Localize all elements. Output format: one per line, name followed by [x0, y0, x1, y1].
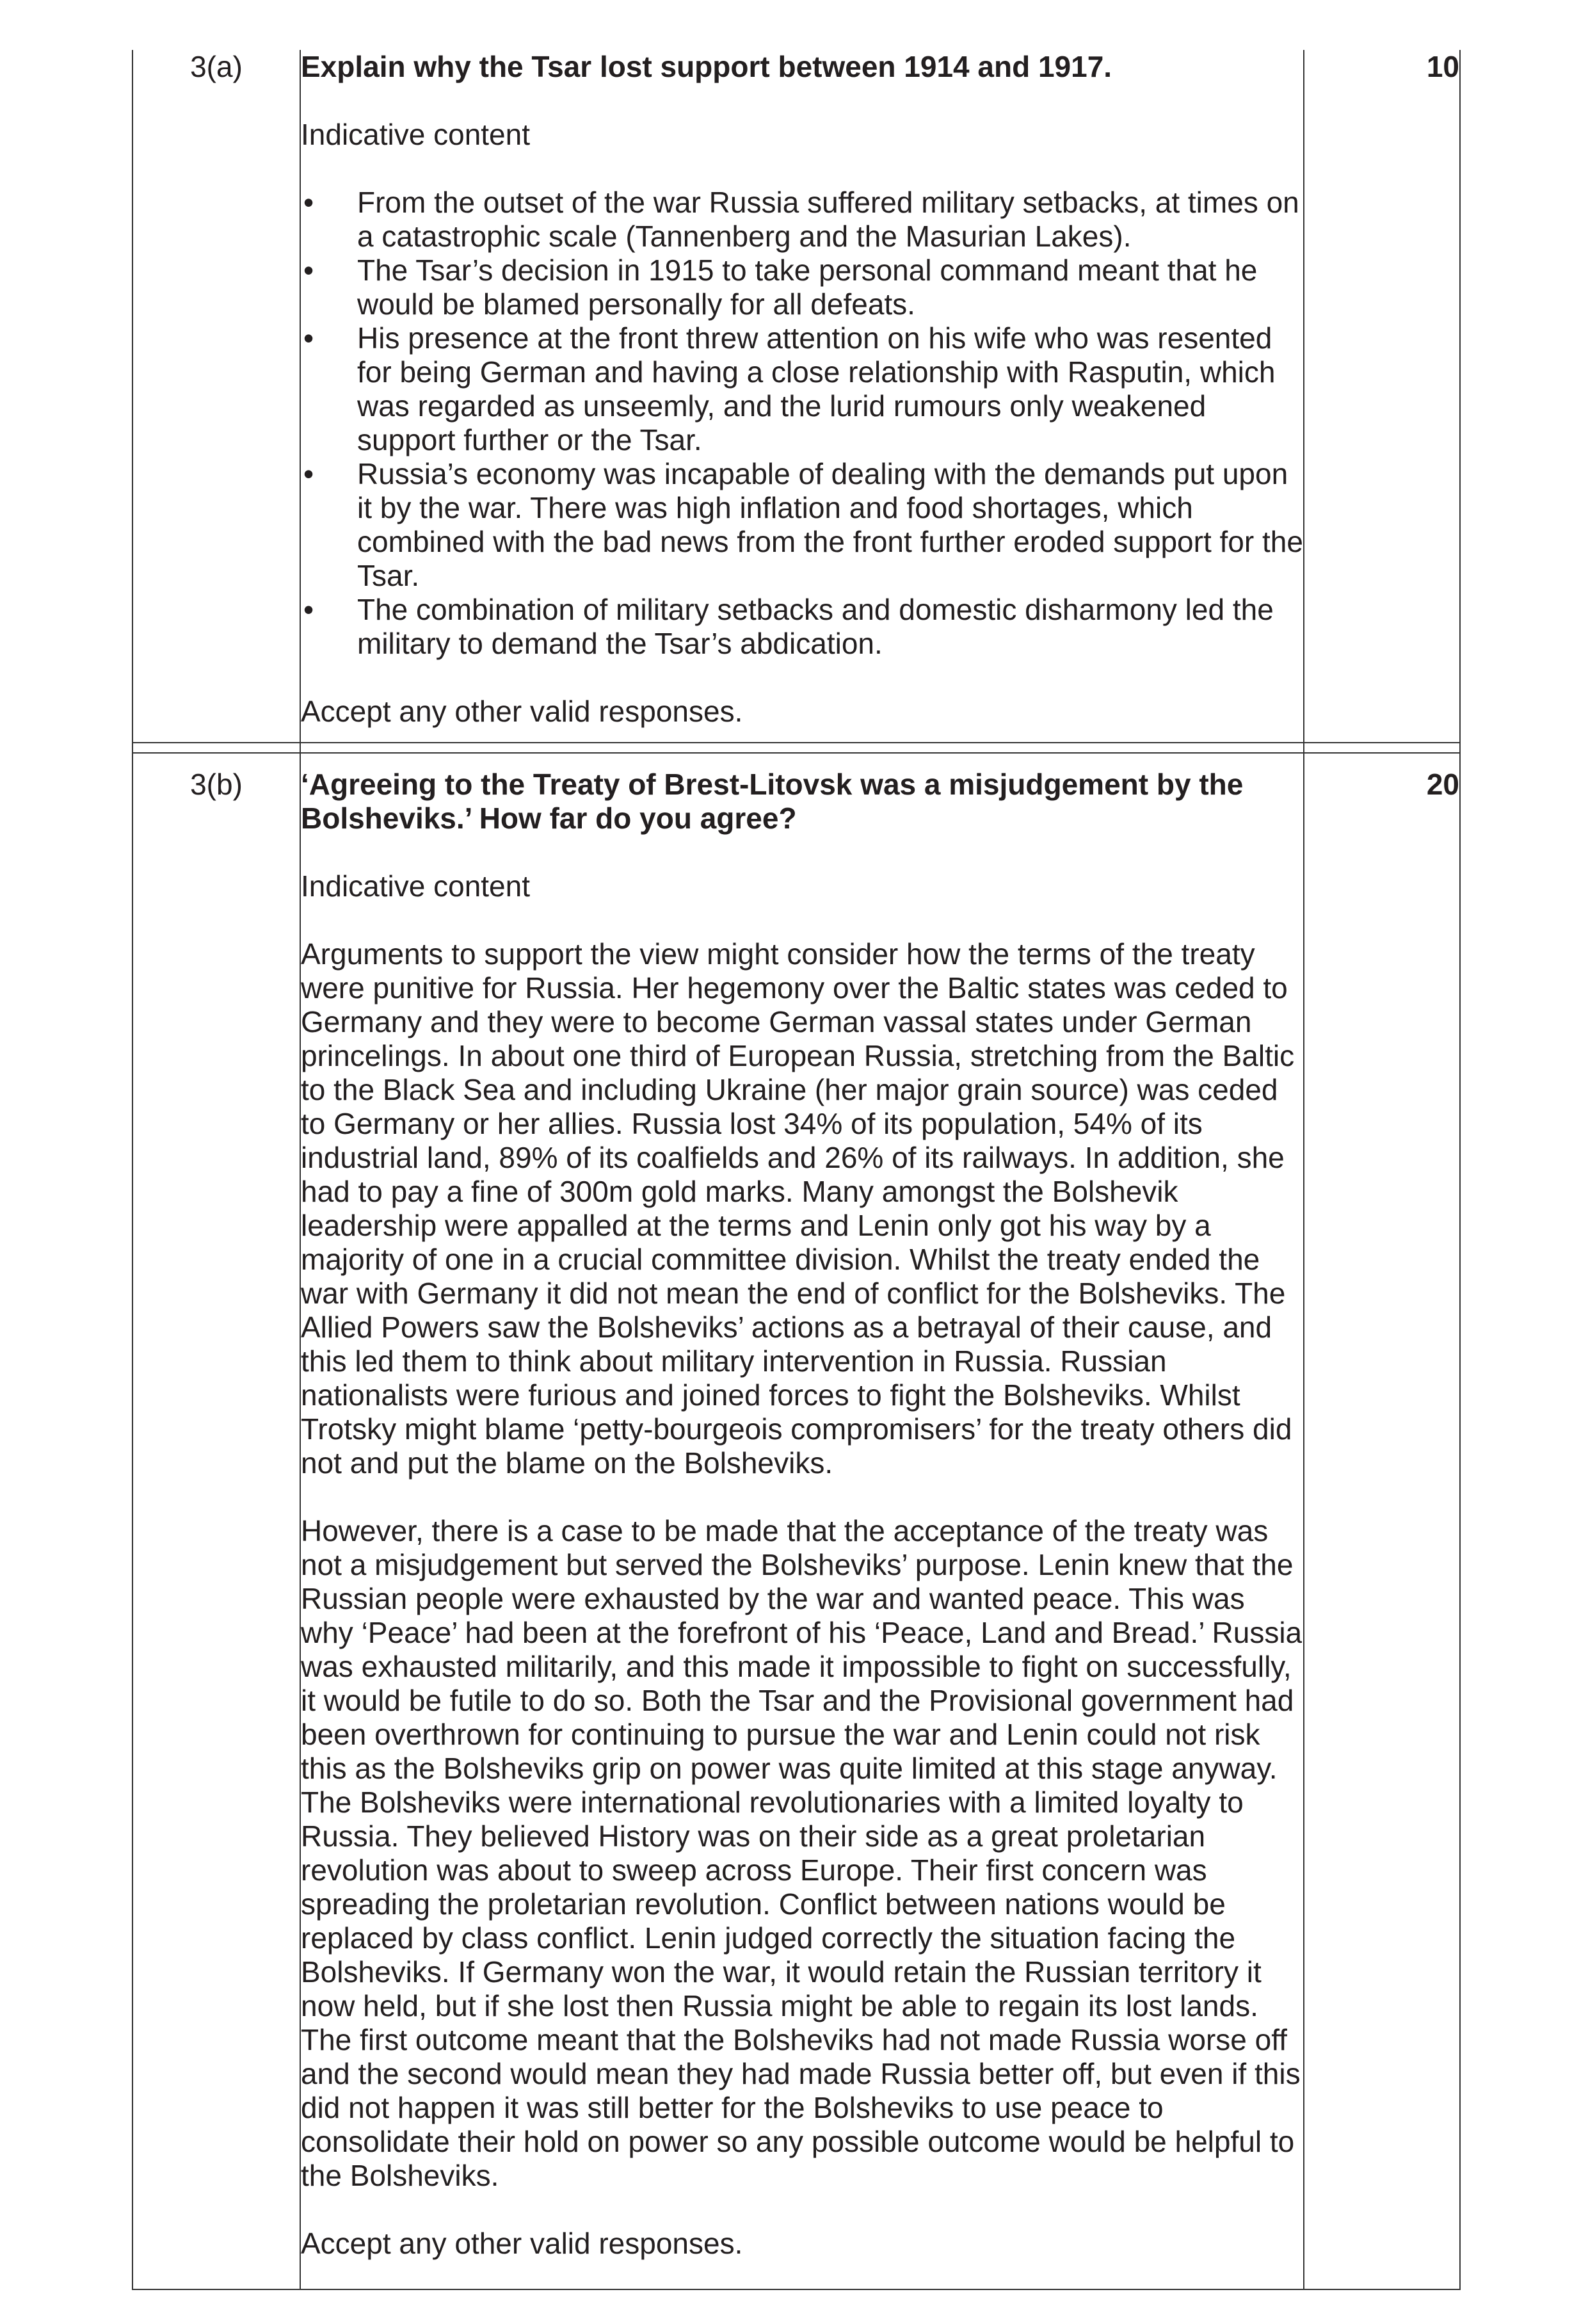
indicative-content-label: Indicative content — [301, 118, 531, 151]
bullet-icon: • — [303, 254, 314, 287]
closing-note: Accept any other valid responses. — [301, 695, 743, 728]
marks-value: 20 — [1304, 753, 1460, 2289]
row-divider — [132, 743, 1460, 753]
closing-note: Accept any other valid responses. — [301, 2227, 743, 2260]
question-number: 3(a) — [132, 50, 300, 743]
mark-scheme-table — [132, 50, 1461, 2290]
list-item-text: The Tsar’s decision in 1915 to take personal command meant that he would be blamed personally for all defeats. — [357, 254, 1258, 321]
list-item — [301, 254, 1303, 321]
answer-cell — [300, 753, 1304, 2289]
list-item — [301, 321, 1303, 457]
divider-cell — [300, 743, 1304, 753]
divider-cell — [132, 743, 300, 753]
argument-paragraph-support: Arguments to support the view might consider how the terms of the treaty were punitive for Russia. Her hegemony over the Baltic states was ceded to Germany and they were to become German vassal states under German princelings. In about one third of European Russia, stretching from the Baltic to the Black Sea and including Ukraine (her major grain source) was ceded to Germany or her allies. Russia lost 34% of its population, 54% of its industrial land, 89% of its coalfields and 26% of its railways. In addition, she had to pay a fine of 300m gold marks. Many amongst the Bolshevik leadership were appalled at the terms and Lenin only got his way by a majority of one in a crucial committee division. Whilst the treaty ended the war with Germany it did not mean the end of conflict for the Bolsheviks. The Allied Powers saw the Bolsheviks’ actions as a betrayal of their cause, and this led them to think about military intervention in Russia. Russian nationalists were furious and joined forces to fight the Bolsheviks. Whilst Trotsky might blame ‘petty-bourgeois compromisers’ for the treaty others did not and put the blame on the Bolsheviks. — [301, 937, 1295, 1480]
list-item-text: Russia’s economy was incapable of dealing with the demands put upon it by the war. There was high inflation and food shortages, which combined with the bad news from the front further eroded support for the Tsar. — [357, 457, 1303, 592]
bullet-icon: • — [303, 321, 314, 355]
list-item-text: The combination of military setbacks and domestic disharmony led the military to demand the Tsar’s abdication. — [357, 593, 1274, 660]
question-row-3a — [132, 50, 1460, 743]
list-item — [301, 186, 1303, 254]
argument-paragraph-counter: However, there is a case to be made that the acceptance of the treaty was not a misjudgement but served the Bolsheviks’ purpose. Lenin knew that the Russian people were exhausted by the war and wanted peace. This was why ‘Peace’ had been at the forefront of his ‘Peace, Land and Bread.’ Russia was exhausted militarily, and this made it impossible to fight on successfully, it would be futile to do so. Both the Tsar and the Provisional government had been overthrown for continuing to pursue the war and Lenin could not risk this as the Bolsheviks grip on power was quite limited at this stage anyway. The Bolsheviks were international revolutionaries with a limited loyalty to Russia. They believed History was on their side as a great proletarian revolution was about to sweep across Europe. Their first concern was spreading the proletarian revolution. Conflict between nations would be replaced by class conflict. Lenin judged correctly the situation facing the Bolsheviks. If Germany won the war, it would retain the Russian territory it now held, but if she lost then Russia might be able to regain its lost lands. The first outcome meant that the Bolsheviks had not made Russia worse off and the second would mean they had made Russia better off, but even if this did not happen it was still better for the Bolsheviks to use peace to consolidate their hold on power so any possible outcome would be helpful to the Bolsheviks. — [301, 1514, 1303, 2192]
question-text: ‘Agreeing to the Treaty of Brest-Litovsk was a misjudgement by the Bolsheviks.’ How far do you agree? — [301, 768, 1244, 835]
bullet-icon: • — [303, 186, 314, 219]
indicative-content-label: Indicative content — [301, 869, 531, 903]
list-item-text: His presence at the front threw attention on his wife who was resented for being German and having a close relationship with Rasputin, which was regarded as unseemly, and the lurid rumours only weakened support further or the Tsar. — [357, 321, 1276, 456]
list-item-text: From the outset of the war Russia suffered military setbacks, at times on a catastrophic scale (Tannenberg and the Masurian Lakes). — [357, 186, 1299, 253]
question-text: Explain why the Tsar lost support between 1914 and 1917. — [301, 50, 1112, 83]
divider-cell — [1304, 743, 1460, 753]
list-item — [301, 457, 1303, 593]
question-row-3b — [132, 753, 1460, 2289]
bullet-icon: • — [303, 593, 314, 626]
marks-value: 10 — [1304, 50, 1460, 743]
answer-cell — [300, 50, 1304, 743]
question-number: 3(b) — [132, 753, 300, 2289]
indicative-points-list — [301, 186, 1303, 661]
list-item — [301, 593, 1303, 661]
bullet-icon: • — [303, 457, 314, 490]
